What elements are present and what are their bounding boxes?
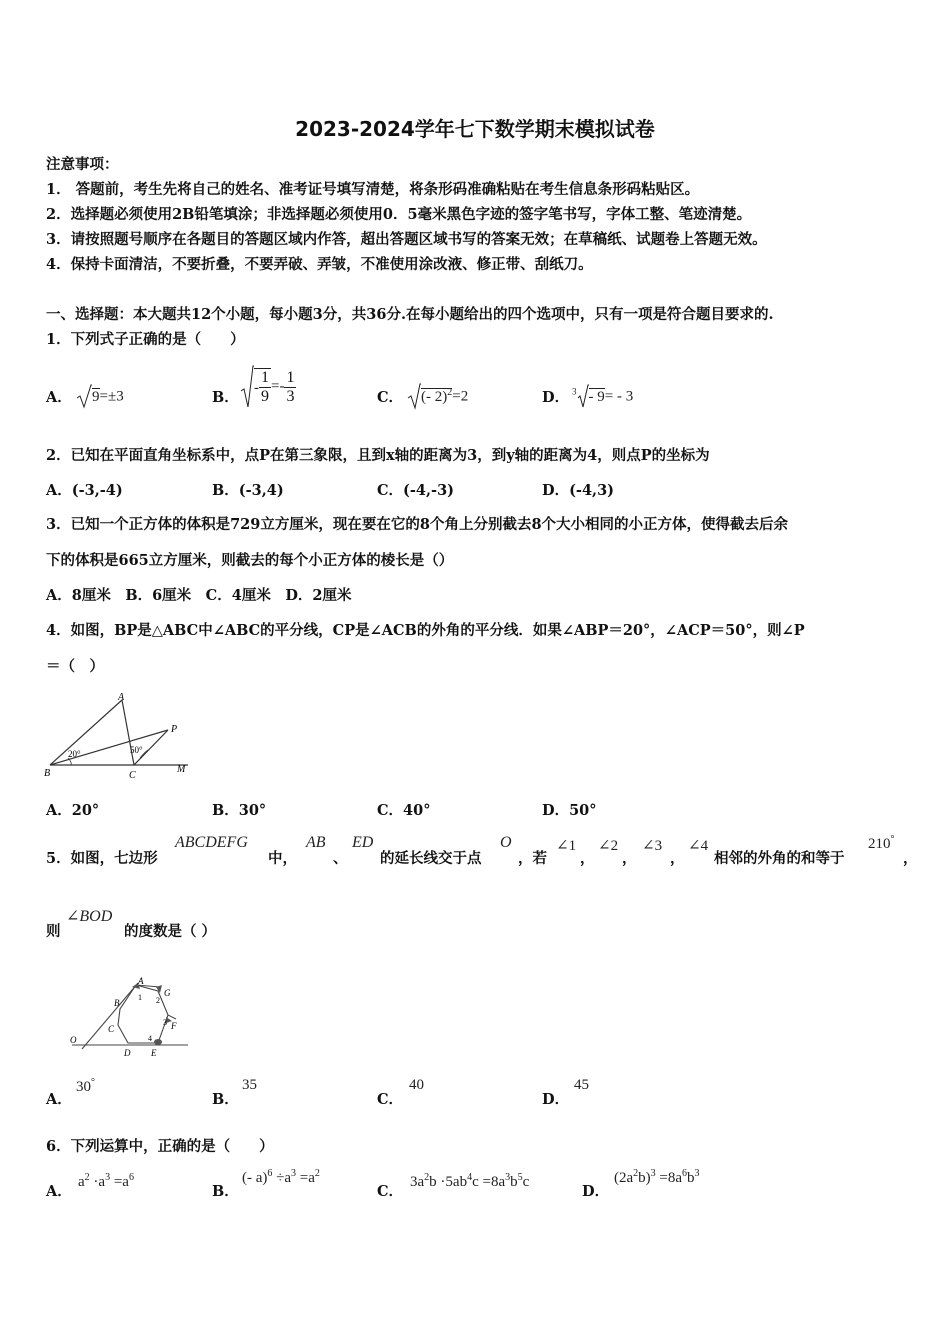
q5-label-d: D． [542, 1091, 570, 1108]
q6-option-b[interactable]: (- $a)^6 \div a^3 =a^2$ [242, 1168, 320, 1186]
q4-option-b[interactable]: B．30° [212, 802, 267, 819]
num-4: 4 [148, 1034, 152, 1043]
q5-stem-a: 5．如图，七边形 [46, 850, 158, 867]
q2-stem: 2．已知在平面直角坐标系中，点P在第三象限，且到x轴的距离为3，到y轴的距离为4，则点P的坐标为 [46, 447, 710, 464]
num-1: 1 [138, 993, 142, 1002]
q5-angle-1: ∠1 [556, 838, 577, 854]
q5-option-d[interactable]: 45 [574, 1077, 589, 1093]
line-oa [82, 983, 138, 1049]
label-e: E [151, 1048, 157, 1058]
label-d: D [124, 1048, 131, 1058]
q5-stem-b: 中， [268, 850, 297, 867]
q5-stem-e: ，若 [518, 850, 547, 867]
label-g: G [164, 988, 171, 998]
q4-stem-line2: ＝（ ） [46, 658, 104, 675]
q6-stem: 6．下列运算中，正确的是（ ） [46, 1138, 274, 1155]
label-b: B [44, 768, 51, 779]
label-o: O [70, 1035, 77, 1045]
q5-sep-1: ， [580, 850, 595, 867]
q5-stem-g: ， [903, 850, 918, 867]
label-c: C [108, 1024, 115, 1034]
q5-sep-2: ， [622, 850, 637, 867]
notice-item-3: 3．请按照题号顺序在各题目的答题区域内作答，超出答题区域书写的答案无效；在草稿纸、试题卷上答题无效。 [46, 231, 767, 248]
q5-line2-b: 的度数是（ ） [124, 923, 217, 940]
q6-label-d: D． [582, 1183, 610, 1200]
q4-option-c[interactable]: C．40° [377, 802, 431, 819]
q4-triangle-figure [40, 690, 200, 785]
q5-segment-ed: ED [352, 834, 374, 851]
radical-icon [240, 365, 254, 409]
q1-option-a[interactable]: 9=±3 [76, 383, 124, 409]
line-ab [50, 700, 122, 765]
heptagon-outline [118, 985, 168, 1043]
label-b: B [114, 998, 120, 1008]
q3-options[interactable]: A．8厘米 B．6厘米 C．4厘米 D．2厘米 [46, 587, 352, 604]
q5-label-b: B． [212, 1091, 239, 1108]
q5-label-a: A． [46, 1091, 72, 1108]
page-title: 2023-2024学年七下数学期末模拟试卷 [295, 117, 655, 141]
q1-stem: 1．下列式子正确的是（ ） [46, 331, 245, 348]
radical-icon [76, 383, 92, 409]
q6-label-b: B． [212, 1183, 239, 1200]
notice-item-2: 2．选择题必须使用2B铅笔填涂；非选择题必须使用0．5毫米黑色字迹的签字笔书写，字体工整、笔迹清楚。 [46, 206, 752, 223]
q1-option-c[interactable]: (- 2)$^2$=2 [407, 382, 468, 410]
angle-50: 50° [130, 745, 143, 755]
q4-option-a[interactable]: A．20° [46, 802, 100, 819]
q5-label-c: C． [377, 1091, 404, 1108]
q5-segment-ab: AB [306, 834, 326, 851]
q2-option-a[interactable]: A．(-3,-4) [46, 482, 123, 499]
line-ac [122, 700, 134, 765]
q6-option-c[interactable]: $3a^2b \cdot 5ab^4c =8a^3b^5c$ [410, 1172, 530, 1190]
q1-option-b[interactable]: - $\frac{1}{9}$ =- $\frac{1}{3}$ [240, 365, 296, 409]
q3-stem-line1: 3．已知一个正方体的体积是729立方厘米，现在要在它的8个角上分别截去8个大小相同的小正方体，使得截去后余 [46, 516, 789, 533]
q2-option-d[interactable]: D．(-4,3) [542, 482, 615, 499]
q6-label-c: C． [377, 1183, 404, 1200]
label-a: A [118, 692, 125, 703]
q1-label-a: A． [46, 389, 72, 406]
label-c: C [129, 770, 136, 781]
q5-line2-a: 则 [46, 923, 61, 940]
q5-angle-sum: 210° [868, 834, 895, 852]
q5-stem-c: 、 [333, 850, 348, 867]
q6-option-d[interactable]: $(2a^2b)^3 =8a^6b^3$ [614, 1168, 700, 1186]
label-p: P [171, 724, 178, 735]
radical-icon [407, 382, 421, 410]
q5-option-b[interactable]: 35 [242, 1077, 257, 1093]
notice-item-1: 1． 答题前，考生先将自己的姓名、准考证号填写清楚，将条形码准确粘贴在考生信息条形码粘贴区。 [46, 181, 700, 198]
q5-polygon-name: ABCDEFG [175, 834, 248, 851]
notice-item-4: 4．保持卡面清洁，不要折叠，不要弄破、弄皱，不准使用涂改液、修正带、刮纸刀。 [46, 256, 593, 273]
q1-label-d: D． [542, 389, 570, 406]
q5-stem-f: 相邻的外角的和等于 [714, 850, 845, 867]
q5-sep-3: ， [670, 850, 685, 867]
q5-angle-2: ∠2 [598, 838, 619, 854]
q5-point-o: O [500, 834, 512, 851]
q2-option-b[interactable]: B．(-3,4) [212, 482, 284, 499]
label-m: M [177, 764, 186, 775]
q3-stem-line2: 下的体积是665立方厘米，则截去的每个小正方体的棱长是（） [46, 552, 454, 569]
radical-icon [577, 383, 589, 409]
q5-option-c[interactable]: 40 [409, 1077, 424, 1093]
q5-angle-3: ∠3 [642, 838, 663, 854]
q5-angle-4: ∠4 [688, 838, 709, 854]
q4-stem-line1: 4．如图，BP是△ABC中∠ABC的平分线，CP是∠ACB的外角的平分线．如果∠ABP＝20°，∠ACP＝50°，则∠P [46, 622, 805, 639]
label-f: F [171, 1021, 177, 1031]
section-heading: 一、选择题：本大题共12个小题，每小题3分，共36分.在每小题给出的四个选项中，只有一项是符合题目要求的. [46, 306, 774, 323]
q5-angle-bod: ∠BOD [66, 908, 113, 925]
label-a: A [138, 976, 144, 986]
q2-option-c[interactable]: C．(-4,-3) [377, 482, 455, 499]
q1-label-b: B． [212, 389, 239, 406]
q5-heptagon-figure [68, 975, 194, 1060]
q5-option-a[interactable]: 30° [76, 1077, 95, 1095]
num-3: 3 [163, 1018, 167, 1027]
angle-20: 20° [68, 749, 81, 759]
q1-option-d[interactable]: $^3$ - 9= - 3 [572, 383, 633, 409]
q6-option-a[interactable]: $a^2 \cdot a^3 =a^6$ [78, 1172, 134, 1190]
num-2: 2 [156, 996, 160, 1005]
q4-option-d[interactable]: D．50° [542, 802, 597, 819]
q5-stem-d: 的延长线交于点 [380, 850, 482, 867]
q1-label-c: C． [377, 389, 404, 406]
notice-heading: 注意事项： [46, 156, 119, 173]
q6-label-a: A． [46, 1183, 72, 1200]
